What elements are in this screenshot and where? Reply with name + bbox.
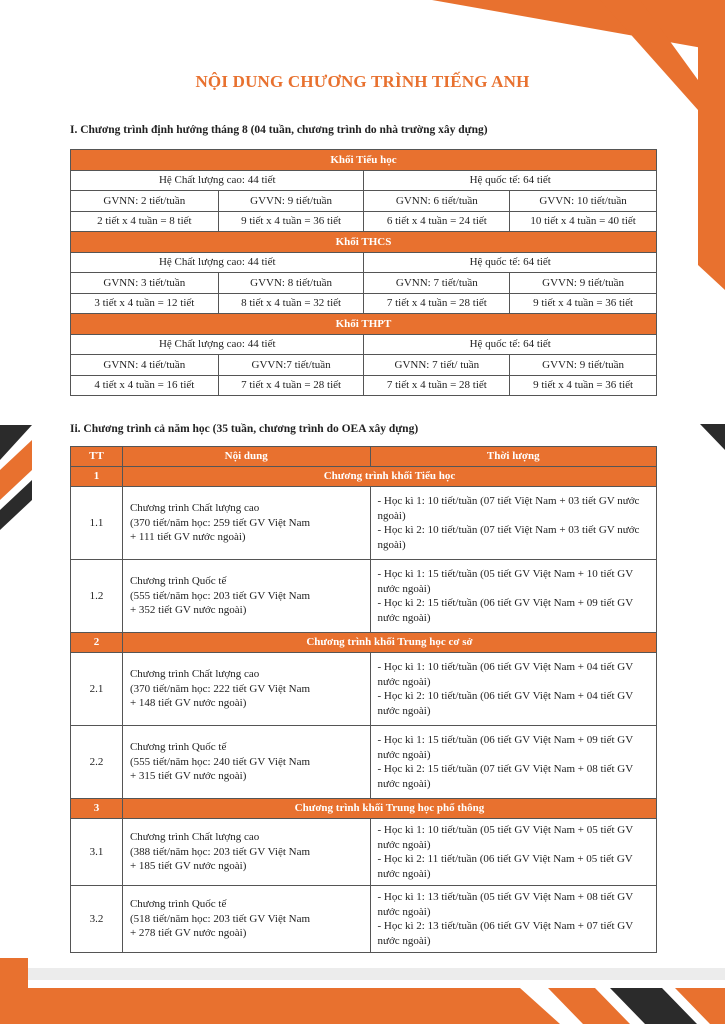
duration-line: - Học kì 1: 13 tiết/tuần (05 tiết GV Việt Nam + 08 tiết GV nước ngoài) <box>377 891 633 918</box>
teacher-hours-cell: GVNN: 7 tiết/ tuần <box>364 355 510 376</box>
teacher-hours-row <box>71 355 657 376</box>
qt-label: Hệ quốc tế: 64 tiết <box>364 252 657 273</box>
content-line: + 185 tiết GV nước ngoài) <box>129 860 247 873</box>
full-year-program-table <box>70 446 657 953</box>
section1-heading: I. Chương trình định hướng tháng 8 (04 tuần, chương trình do nhà trường xây dựng) <box>70 124 488 136</box>
program-row <box>71 819 657 886</box>
teacher-hours-cell: GVNN: 2 tiết/tuần <box>71 191 219 212</box>
program-content <box>122 726 370 799</box>
content-line: Chương trình Chất lượng cao <box>129 668 260 681</box>
duration-line: - Học kì 1: 15 tiết/tuần (05 tiết GV Việt Nam + 10 tiết GV nước ngoài) <box>377 568 633 595</box>
duration-line: - Học kì 2: 15 tiết/tuần (06 tiết GV Việt Nam + 09 tiết GV nước ngoài) <box>377 597 633 624</box>
teacher-hours-row <box>71 273 657 294</box>
duration-line: - Học kì 2: 13 tiết/tuần (06 tiết GV Việt Nam + 07 tiết GV nước ngoài) <box>377 920 633 947</box>
program-row <box>71 726 657 799</box>
group-header-row <box>71 799 657 819</box>
duration-line: - Học kì 1: 10 tiết/tuần (07 tiết Việt Nam + 03 tiết GV nước ngoài) <box>377 495 640 522</box>
content-line: Chương trình Quốc tế <box>129 898 227 911</box>
program-type-row <box>71 334 657 355</box>
program-number: 2.2 <box>71 726 123 799</box>
program-type-row <box>71 170 657 191</box>
block-header-row <box>71 314 657 335</box>
content-line: (370 tiết/năm học: 259 tiết GV Việt Nam <box>129 516 311 529</box>
group-header-row <box>71 633 657 653</box>
total-hours-row <box>71 375 657 396</box>
teacher-hours-cell: GVNN: 6 tiết/tuần <box>364 191 510 212</box>
content-line: + 148 tiết GV nước ngoài) <box>129 697 247 710</box>
program-number: 2.1 <box>71 653 123 726</box>
content-line: (370 tiết/năm học: 222 tiết GV Việt Nam <box>129 682 311 695</box>
group-number: 2 <box>71 633 123 653</box>
duration-line: - Học kì 1: 10 tiết/tuần (06 tiết GV Việt Nam + 04 tiết GV nước ngoài) <box>377 661 633 688</box>
duration-line: - Học kì 2: 10 tiết/tuần (07 tiết Việt Nam + 03 tiết GV nước ngoài) <box>377 524 640 551</box>
program-row <box>71 886 657 953</box>
total-hours-cell: 9 tiết x 4 tuần = 36 tiết <box>510 293 657 314</box>
total-hours-cell: 9 tiết x 4 tuần = 36 tiết <box>510 375 657 396</box>
content-line: + 352 tiết GV nước ngoài) <box>129 604 247 617</box>
content-line: Chương trình Chất lượng cao <box>129 831 260 844</box>
teacher-hours-cell: GVNN: 7 tiết/tuần <box>364 273 510 294</box>
program-type-row <box>71 252 657 273</box>
section2-heading: Ii. Chương trình cả năm học (35 tuần, chương trình do OEA xây dựng) <box>70 423 419 435</box>
page-title: NỘI DUNG CHƯƠNG TRÌNH TIẾNG ANH <box>195 72 530 91</box>
clc-label: Hệ Chất lượng cao: 44 tiết <box>71 334 364 355</box>
program-content <box>122 886 370 953</box>
column-header: TT <box>71 447 123 467</box>
clc-label: Hệ Chất lượng cao: 44 tiết <box>71 252 364 273</box>
total-hours-cell: 4 tiết x 4 tuần = 16 tiết <box>71 375 219 396</box>
total-hours-cell: 2 tiết x 4 tuần = 8 tiết <box>71 211 219 232</box>
block-name: Khối THPT <box>71 314 657 335</box>
total-hours-cell: 3 tiết x 4 tuần = 12 tiết <box>71 293 219 314</box>
total-hours-row <box>71 211 657 232</box>
program-number: 1.1 <box>71 487 123 560</box>
column-header: Nội dung <box>122 447 370 467</box>
table-header-row <box>71 447 657 467</box>
total-hours-cell: 10 tiết x 4 tuần = 40 tiết <box>510 211 657 232</box>
group-number: 3 <box>71 799 123 819</box>
orientation-program-table <box>70 149 657 396</box>
content-line: (555 tiết/năm học: 203 tiết GV Việt Nam <box>129 589 311 602</box>
duration-line: - Học kì 2: 11 tiết/tuần (06 tiết GV Việt Nam + 05 tiết GV nước ngoài) <box>377 853 633 880</box>
teacher-hours-cell: GVVN: 8 tiết/tuần <box>218 273 364 294</box>
duration-line: - Học kì 1: 15 tiết/tuần (06 tiết GV Việt Nam + 09 tiết GV nước ngoài) <box>377 734 633 761</box>
program-duration <box>370 487 657 560</box>
total-hours-cell: 8 tiết x 4 tuần = 32 tiết <box>218 293 364 314</box>
block-header-row <box>71 232 657 253</box>
program-content <box>122 819 370 886</box>
block-name: Khối Tiểu học <box>71 150 657 171</box>
qt-label: Hệ quốc tế: 64 tiết <box>364 334 657 355</box>
total-hours-cell: 6 tiết x 4 tuần = 24 tiết <box>364 211 510 232</box>
teacher-hours-cell: GVVN:7 tiết/tuần <box>218 355 364 376</box>
total-hours-cell: 7 tiết x 4 tuần = 28 tiết <box>364 375 510 396</box>
program-duration <box>370 819 657 886</box>
content-line: + 278 tiết GV nước ngoài) <box>129 927 247 940</box>
content-line: + 111 tiết GV nước ngoài) <box>129 531 246 544</box>
group-name: Chương trình khối Trung học phổ thông <box>122 799 656 819</box>
program-duration <box>370 653 657 726</box>
program-row <box>71 487 657 560</box>
program-duration <box>370 726 657 799</box>
total-hours-row <box>71 293 657 314</box>
column-header: Thời lượng <box>370 447 657 467</box>
block-header-row <box>71 150 657 171</box>
group-number: 1 <box>71 467 123 487</box>
program-content <box>122 653 370 726</box>
duration-line: - Học kì 2: 10 tiết/tuần (06 tiết GV Việt Nam + 04 tiết GV nước ngoài) <box>377 690 633 717</box>
content-line: + 315 tiết GV nước ngoài) <box>129 770 247 783</box>
content-line: (555 tiết/năm học: 240 tiết GV Việt Nam <box>129 755 311 768</box>
teacher-hours-cell: GVNN: 3 tiết/tuần <box>71 273 219 294</box>
content-line: (388 tiết/năm học: 203 tiết GV Việt Nam <box>129 845 311 858</box>
program-number: 3.1 <box>71 819 123 886</box>
program-duration <box>370 560 657 633</box>
total-hours-cell: 7 tiết x 4 tuần = 28 tiết <box>364 293 510 314</box>
program-row <box>71 560 657 633</box>
duration-line: - Học kì 2: 15 tiết/tuần (07 tiết GV Việt Nam + 08 tiết GV nước ngoài) <box>377 763 633 790</box>
program-content <box>122 487 370 560</box>
total-hours-cell: 9 tiết x 4 tuần = 36 tiết <box>218 211 364 232</box>
program-number: 1.2 <box>71 560 123 633</box>
content-line: Chương trình Quốc tế <box>129 741 227 754</box>
teacher-hours-cell: GVVN: 9 tiết/tuần <box>510 355 657 376</box>
block-name: Khối THCS <box>71 232 657 253</box>
total-hours-cell: 7 tiết x 4 tuần = 28 tiết <box>218 375 364 396</box>
content-line: Chương trình Chất lượng cao <box>129 502 260 515</box>
teacher-hours-cell: GVNN: 4 tiết/tuần <box>71 355 219 376</box>
teacher-hours-cell: GVVN: 10 tiết/tuần <box>510 191 657 212</box>
teacher-hours-cell: GVVN: 9 tiết/tuần <box>218 191 364 212</box>
teacher-hours-row <box>71 191 657 212</box>
program-duration <box>370 886 657 953</box>
teacher-hours-cell: GVVN: 9 tiết/tuần <box>510 273 657 294</box>
program-content <box>122 560 370 633</box>
content-line: (518 tiết/năm học: 203 tiết GV Việt Nam <box>129 912 311 925</box>
group-header-row <box>71 467 657 487</box>
duration-line: - Học kì 1: 10 tiết/tuần (05 tiết GV Việt Nam + 05 tiết GV nước ngoài) <box>377 824 633 851</box>
content-line: Chương trình Quốc tế <box>129 575 227 588</box>
group-name: Chương trình khối Tiểu học <box>122 467 656 487</box>
clc-label: Hệ Chất lượng cao: 44 tiết <box>71 170 364 191</box>
qt-label: Hệ quốc tế: 64 tiết <box>364 170 657 191</box>
program-row <box>71 653 657 726</box>
group-name: Chương trình khối Trung học cơ sở <box>122 633 656 653</box>
program-number: 3.2 <box>71 886 123 953</box>
